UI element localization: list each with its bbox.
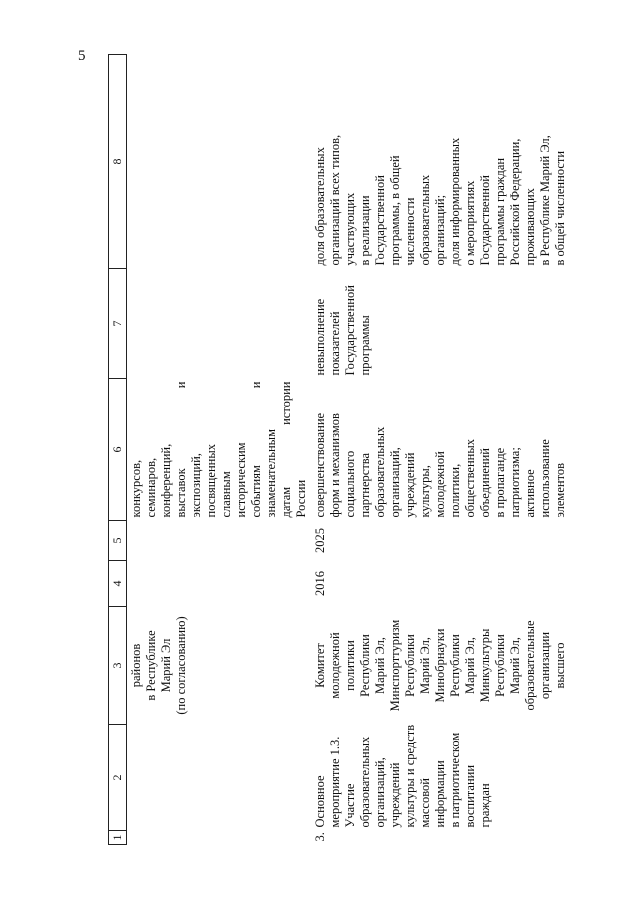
header-col-2: 2 — [109, 725, 127, 831]
end-year: 2025 — [313, 528, 327, 553]
continued-result: конкурсов, семинаров, конференций, выставок и экспозиций, посвященных славным историческим событиям и знаменательным датам истории России — [129, 381, 308, 518]
header-row — [109, 55, 127, 845]
program-table — [108, 54, 570, 845]
header-col-5: 5 — [109, 521, 127, 561]
header-col-3: 3 — [109, 607, 127, 725]
header-col-4: 4 — [109, 561, 127, 607]
non-implementation-consequences: невыполнение показателей Государственной программы — [313, 285, 372, 376]
table-row — [127, 55, 312, 845]
activity-title: Основное мероприятие 1.3. Участие образовательных организаций, учреждений культуры и средств массовой информации в патриотическом воспитании граждан — [313, 724, 492, 828]
header-col-8: 8 — [109, 55, 127, 269]
row-number: 3. — [313, 832, 327, 842]
continued-executors: районов в Республике Марий Эл (по согласованию) — [129, 616, 188, 715]
program-indicators: доля образовательных организаций всех типов, участвующих в реализации Государственной программы, в общей численности образовательных организаций; доля информированных о мероприятиях Государственной программы граждан Российской Федерации, проживающих в Республике Марий Эл, в общей численности — [313, 134, 567, 266]
header-col-1: 1 — [109, 831, 127, 845]
header-col-6: 6 — [109, 379, 127, 521]
table-row — [311, 55, 570, 845]
expected-result: совершенствование форм и механизмов социального партнерства образовательных организаций, учреждений культуры, молодежной политики, общественных объединений в пропаганде патриотизма; активное использование элементов — [313, 412, 567, 518]
rotated-table-page — [108, 55, 588, 845]
page-number: 5 — [78, 48, 86, 64]
start-year: 2016 — [313, 571, 327, 596]
executors: Комитет молодежной политики Республики Марий Эл, Минспорттуризм Республики Марий Эл, Минобрнауки Республики Марий Эл, Минкультуры Республики Марий Эл, образовательные организации высшего — [313, 619, 567, 712]
header-col-7: 7 — [109, 269, 127, 379]
